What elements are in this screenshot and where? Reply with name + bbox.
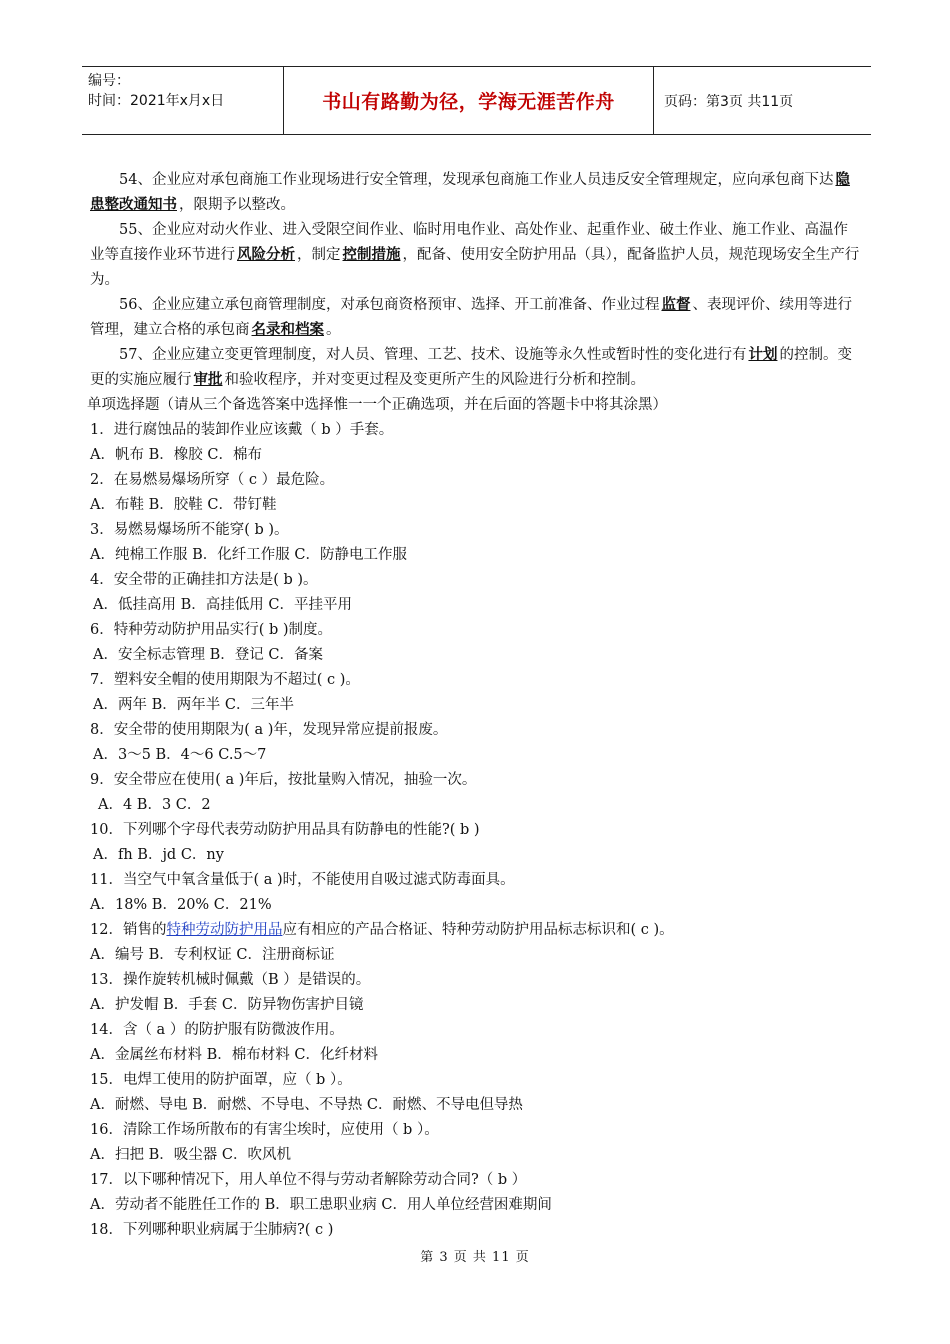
mcq-options: A．劳动者不能胜任工作的 B．职工患职业病 C．用人单位经营困难期间 [90, 1197, 552, 1213]
mcq-question: 2．在易燃易爆场所穿（ c ）最危险。 [90, 472, 335, 488]
mcq-question: 10．下列哪个字母代表劳动防护用品具有防静电的性能?( b ) [90, 822, 480, 838]
mcq-options: A．安全标志管理 B．登记 C．备案 [93, 647, 323, 663]
mcq-question: 17．以下哪种情况下，用人单位不得与劳动者解除劳动合同?（ b ） [90, 1172, 527, 1188]
mcq-options: A．帆布 B．橡胶 C．棉布 [90, 447, 262, 463]
mcq-options: A．纯棉工作服 B．化纤工作服 C．防静电工作服 [90, 547, 407, 563]
answer-55-1: 风险分析 [237, 247, 295, 263]
answer-56-1: 监督 [661, 297, 691, 313]
mcq-options: A．金属丝布材料 B．棉布材料 C．化纤材料 [90, 1047, 378, 1063]
answer-56-2: 名录和档案 [251, 322, 324, 338]
mcq-question: 4．安全带的正确挂扣方法是( b )。 [90, 572, 318, 588]
answer-54-1: 隐患整改通知书 [90, 172, 850, 213]
document-body [87, 168, 860, 1243]
mcq-question: 3．易燃易爆场所不能穿( b )。 [90, 522, 289, 538]
header-meta [82, 67, 284, 134]
answer-57-2: 审批 [193, 372, 223, 388]
answer-57-1: 计划 [748, 347, 778, 363]
mcq-options: A．耐燃、导电 B．耐燃、不导电、不导热 C．耐燃、不导电但导热 [90, 1097, 523, 1113]
mcq-options: A．18% B．20% C．21% [90, 897, 272, 913]
mcq-options: A．3～5 B．4～6 C.5～7 [93, 747, 267, 763]
mcq-options: A．4 B．3 C．2 [98, 797, 211, 813]
mcq-question: 1．进行腐蚀品的装卸作业应该戴（ b ）手套。 [90, 422, 394, 438]
mcq-options: A．布鞋 B．胶鞋 C．带钉鞋 [90, 497, 277, 513]
header-page-label: 页码：第3页 共11页 [664, 93, 794, 110]
question-56: 56、企业应建立承包商管理制度，对承包商资格预审、选择、开工前准备、作业过程 监督 、表现评价、续用等进行管理，建立合格的承包商 名录和档案 。 [90, 297, 852, 338]
mcq-question: 13．操作旋转机械时佩戴（B ）是错误的。 [90, 972, 371, 988]
mcq-question: 9．安全带应在使用( a )年后，按批量购入情况，抽验一次。 [90, 772, 477, 788]
mcq-question: 7．塑料安全帽的使用期限为不超过( c )。 [90, 672, 360, 688]
question-55: 55、企业应对动火作业、进入受限空间作业、临时用电作业、高处作业、起重作业、破土作业、施工作业、高温作业等直接作业环节进行 风险分析 ，制定 控制措施 ，配备、使用安全防护用品（具），配备监护人员，规范现场安全生产行为。 [90, 222, 860, 288]
multiple-choice-list [90, 418, 860, 1243]
time-label: 时间：2021年x月x日 [88, 93, 225, 109]
mcq-question: 15．电焊工使用的防护面罩，应（ b ）。 [90, 1072, 352, 1088]
mcq-options: A．扫把 B．吸尘器 C．吹风机 [90, 1147, 291, 1163]
section-title: 单项选择题（请从三个备选答案中选择惟一一个正确选项，并在后面的答题卡中将其涂黑） [87, 397, 667, 413]
mcq-options: A．编号 B．专利权证 C．注册商标证 [90, 947, 335, 963]
mcq-question: 14．含（ a ）的防护服有防微波作用。 [90, 1022, 344, 1038]
mcq-options: A．fh B．jd C．ny [93, 847, 224, 863]
number-label: 编号： [88, 73, 130, 89]
mcq-options: A．低挂高用 B．高挂低用 C．平挂平用 [93, 597, 352, 613]
mcq-options: A．护发帽 B．手套 C．防异物伤害护目镜 [90, 997, 364, 1013]
mcq-question: 18．下列哪种职业病属于尘肺病?( c ) [90, 1222, 334, 1238]
mcq-question: 12．销售的特种劳动防护用品应有相应的产品合格证、特种劳动防护用品标志标识和( c )。 [90, 922, 674, 938]
answer-55-2: 控制措施 [342, 247, 401, 263]
question-57: 57、企业应建立变更管理制度，对人员、管理、工艺、技术、设施等永久性或暂时性的变化进行有 计划 的控制。变更的实施应履行 审批 和验收程序，并对变更过程及变更所产生的风险进行分析和控制。 [90, 347, 852, 388]
mcq-question: 11．当空气中氧含量低于( a )时，不能使用自吸过滤式防毒面具。 [90, 872, 515, 888]
question-54: 54、企业应对承包商施工作业现场进行安全管理，发现承包商施工作业人员违反安全管理规定，应向承包商下达 隐患整改通知书 ，限期予以整改。 [90, 172, 850, 213]
page-header [82, 66, 871, 135]
mcq-question: 6．特种劳动防护用品实行( b )制度。 [90, 622, 333, 638]
header-motto: 书山有路勤为径，学海无涯苦作舟 [284, 67, 654, 134]
mcq-options: A．两年 B．两年半 C．三年半 [93, 697, 294, 713]
product-link[interactable]: 特种劳动防护用品 [166, 922, 283, 938]
page-footer: 第 3 页 共 11 页 [420, 1250, 530, 1265]
mcq-question: 16．清除工作场所散布的有害尘埃时，应使用（ b ）。 [90, 1122, 439, 1138]
mcq-question: 8．安全带的使用期限为( a )年，发现异常应提前报废。 [90, 722, 448, 738]
